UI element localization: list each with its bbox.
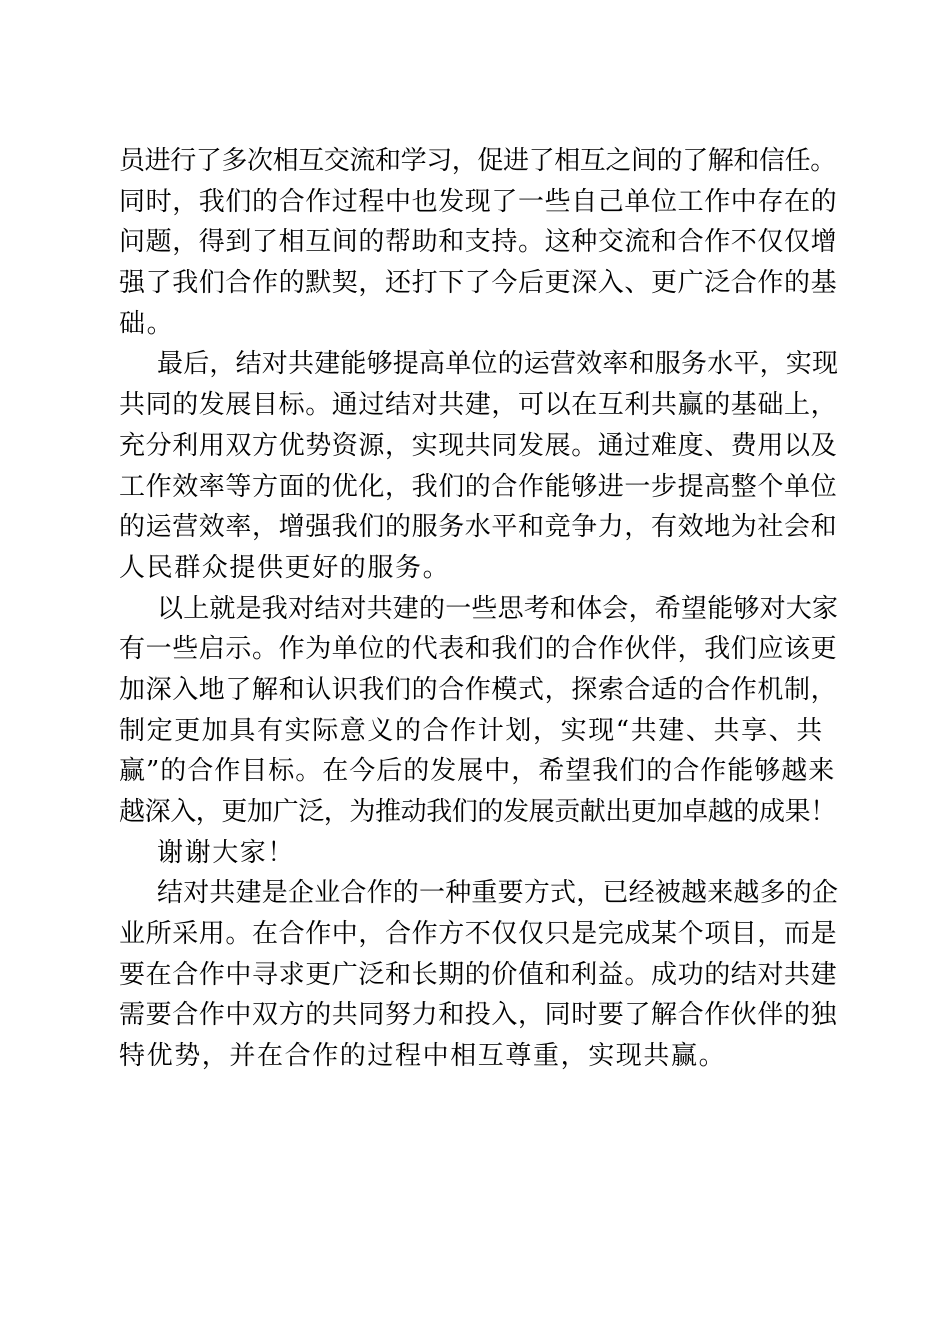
text-line: 充分利用双方优势资源，实现共同发展。通过难度、费用以及 [119,430,838,461]
text-line: 特优势，并在合作的过程中相互尊重，实现共赢。 [119,1041,727,1072]
text-line: 谢谢大家！ [157,837,296,868]
text-line: 制定更加具有实际意义的合作计划，实现“共建、共享、共 [119,715,824,746]
text-line: 强了我们合作的默契，还打下了今后更深入、更广泛合作的基 [119,268,838,299]
text-line: 越深入，更加广泛，为推动我们的发展贡献出更加卓越的成果！ [119,797,836,827]
text-line: 问题，得到了相互间的帮助和支持。这种交流和合作不仅仅增 [119,227,838,258]
document-body [119,141,839,1077]
text-line: 业所采用。在合作中，合作方不仅仅只是完成某个项目，而是 [119,919,838,950]
text-line: 以上就是我对结对共建的一些思考和体会，希望能够对大家 [157,593,839,624]
text-line: 结对共建是企业合作的一种重要方式，已经被越来越多的企 [157,878,839,909]
text-line: 共同的发展目标。通过结对共建，可以在互利共赢的基础上， [119,390,838,421]
text-line: 要在合作中寻求更广泛和长期的价值和利益。成功的结对共建 [119,959,838,990]
text-line: 最后，结对共建能够提高单位的运营效率和服务水平，实现 [157,349,839,380]
text-line: 人民群众提供更好的服务。 [119,552,451,583]
text-line: 工作效率等方面的优化，我们的合作能够进一步提高整个单位 [119,471,838,502]
text-line: 加深入地了解和认识我们的合作模式，探索合适的合作机制， [119,674,838,705]
text-line: 同时，我们的合作过程中也发现了一些自己单位工作中存在的 [119,186,838,217]
text-line: 需要合作中双方的共同努力和投入，同时要了解合作伙伴的独 [119,1000,838,1031]
text-line: 赢”的合作目标。在今后的发展中，希望我们的合作能够越来 [119,756,836,787]
text-line: 的运营效率，增强我们的服务水平和竞争力，有效地为社会和 [119,512,838,543]
text-line: 有一些启示。作为单位的代表和我们的合作伙伴，我们应该更 [119,634,838,665]
text-line: 础。 [119,308,175,339]
text-line: 员进行了多次相互交流和学习，促进了相互之间的了解和信任。 [119,146,836,176]
